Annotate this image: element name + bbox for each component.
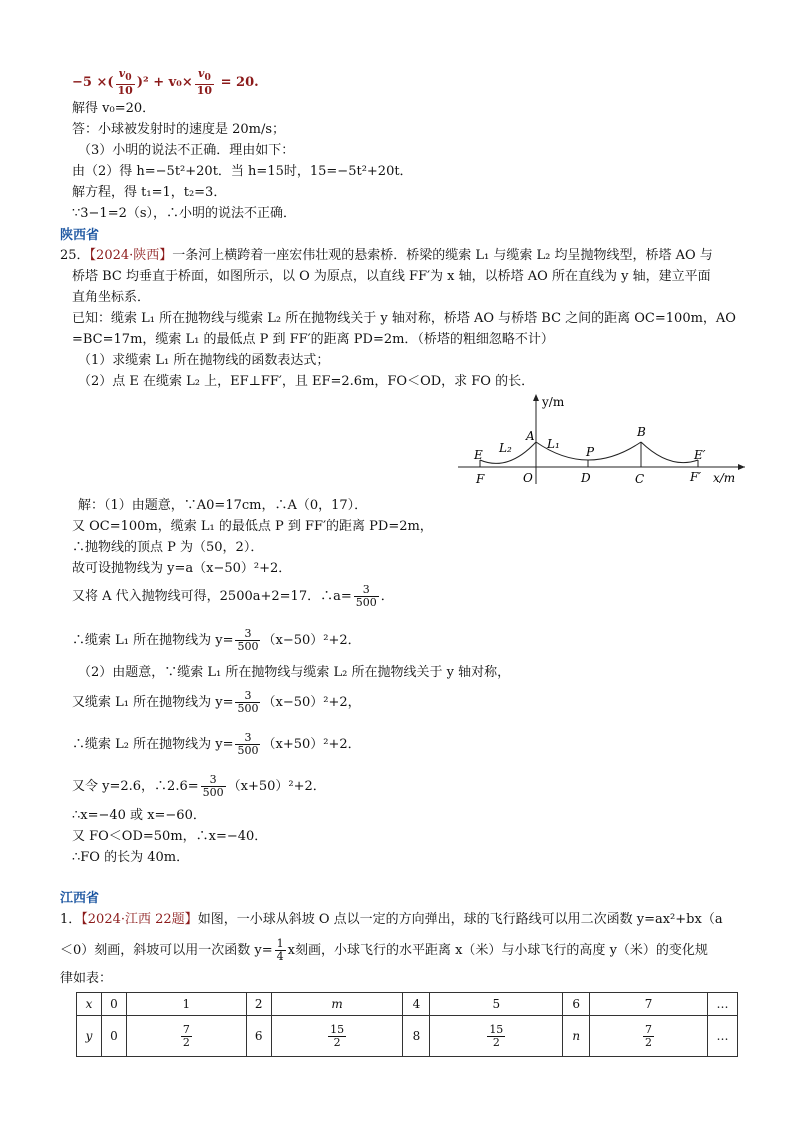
- solution-line: ∴抛物线的顶点 P 为（50，2）．: [72, 540, 264, 555]
- fraction: [487, 1024, 505, 1049]
- point-label-d: D: [581, 471, 591, 485]
- table-cell: [590, 1016, 708, 1057]
- text-line: 直角坐标系．: [72, 290, 151, 305]
- text-line: 桥塔 BC 均垂直于桥面，如图所示，以 O 为原点，以直线 FF′为 x 轴，以桥塔 AO 所在直线为 y 轴，建立平面: [72, 269, 711, 284]
- table-row-x: [77, 993, 738, 1016]
- problem-source-tag: 【2024·江西 22题】: [81, 912, 198, 927]
- equation-prefix: −5 ×(: [72, 75, 114, 91]
- solution-line: ∴FO 的长为 40m．: [72, 850, 190, 865]
- fraction-numerator: $v_0$: [198, 67, 211, 84]
- table-cell: 6: [246, 1016, 271, 1057]
- y-axis-label: y/m: [542, 395, 565, 409]
- table-cell: 7: [590, 993, 708, 1016]
- fraction-denominator: 10: [196, 84, 213, 98]
- fraction-denominator: 2: [645, 1035, 653, 1049]
- problem-text: 一条河上横跨着一座宏伟壮观的悬索桥．桥梁的缆索 L₁ 与缆索 L₂ 均呈抛物线型，桥塔 AO 与: [172, 248, 713, 263]
- text-line: （3）小明的说法不正确．理由如下：: [78, 143, 295, 158]
- problem-text: 如图，一小球从斜坡 O 点以一定的方向弹出，球的飞行路线可以用二次函数 y=ax²+bx（a: [197, 912, 723, 927]
- solution-line: （2）由题意，∵缆索 L₁ 所在抛物线与缆索 L₂ 所在抛物线关于 y 轴对称，: [78, 665, 511, 680]
- fraction: [235, 732, 260, 757]
- fraction-numerator: 15: [489, 1022, 504, 1036]
- fraction: [235, 690, 260, 715]
- fraction: [181, 1024, 192, 1049]
- table-cell: y: [77, 1016, 102, 1057]
- solution-text: （x−50）²+2．: [262, 633, 361, 648]
- point-label-c: C: [635, 472, 645, 486]
- problem-text: x刻画，小球飞行的水平距离 x（米）与小球飞行的高度 y（米）的变化规: [287, 943, 708, 958]
- fraction-numerator: 1: [276, 937, 284, 950]
- solution-line: ∴x=−40 或 x=−60．: [72, 808, 206, 823]
- solution-text: 又令 y=2.6，∴2.6=: [72, 779, 199, 794]
- problem-number: 1．: [60, 912, 82, 927]
- text-line: [60, 938, 708, 963]
- solution-line: [72, 628, 361, 653]
- equation-end: = 20.: [216, 75, 259, 91]
- fraction-denominator: 10: [117, 84, 133, 98]
- table-cell: [430, 1016, 563, 1057]
- problem-statement: [60, 911, 723, 929]
- table-cell: 4: [403, 993, 430, 1016]
- fraction: [275, 938, 286, 963]
- equation-line: [72, 68, 259, 97]
- cable-label-l2: L₂: [499, 441, 512, 455]
- fraction-denominator: 2: [328, 1036, 346, 1049]
- point-label-f: F: [476, 472, 485, 486]
- point-label-a: A: [526, 429, 535, 443]
- fraction-denominator: 500: [237, 702, 259, 715]
- table-cell: [126, 1016, 246, 1057]
- point-label-p: P: [586, 445, 595, 459]
- solution-text: 又将 A 代入抛物线可得，2500a+2=17．∴a=: [72, 589, 352, 604]
- problem-number: 25．: [60, 248, 90, 263]
- fraction-numerator: 3: [244, 627, 252, 640]
- table-cell: …: [707, 993, 737, 1016]
- section-heading: 陕西省: [60, 228, 100, 243]
- x-axis-arrow: [738, 464, 745, 470]
- text-line: 解方程，得 t₁=1，t₂=3．: [72, 185, 227, 200]
- fraction-denominator: 2: [182, 1035, 190, 1049]
- question-2: （2）点 E 在缆索 L₂ 上，EF⊥FF′，且 EF=2.6m，FO＜OD，求 FO 的长．: [78, 374, 535, 389]
- solution-text: ∴缆索 L₁ 所在抛物线为 y=: [72, 633, 234, 648]
- solution-line: 解：（1）由题意，∵A0=17cm，∴A（0，17）．: [78, 498, 368, 513]
- fraction-numerator: $v_0$: [118, 67, 132, 84]
- equation-middle: )² + v₀×: [136, 75, 193, 91]
- fraction-numerator: 3: [209, 773, 217, 786]
- fraction: [235, 628, 260, 653]
- table-cell: n: [563, 1016, 590, 1057]
- solution-line: [72, 584, 394, 609]
- fraction-denominator: 4: [276, 950, 284, 963]
- fraction-numerator: 3: [362, 583, 370, 596]
- solution-line: 又 FO＜OD=50m，∴x=−40．: [72, 829, 268, 844]
- fraction-denominator: 500: [237, 744, 259, 757]
- fraction: [201, 774, 226, 799]
- table-cell: 2: [246, 993, 271, 1016]
- problem-source-tag: 【2024·陕西】: [89, 248, 173, 263]
- fraction: [643, 1024, 654, 1049]
- fraction-numerator: 3: [244, 689, 252, 702]
- table-row-y: [77, 1016, 738, 1057]
- fraction: [354, 584, 379, 609]
- question-1: （1）求缆索 L₁ 所在抛物线的函数表达式；: [78, 353, 330, 368]
- solution-line: [72, 690, 361, 715]
- bridge-diagram: [450, 390, 750, 490]
- point-label-e: E: [474, 448, 483, 462]
- solution-text: 又缆索 L₁ 所在抛物线为 y=: [72, 695, 234, 710]
- solution-line: 又 OC=100m，缆索 L₁ 的最低点 P 到 FF′的距离 PD=2m，: [72, 519, 433, 534]
- solution-text: ∴缆索 L₂ 所在抛物线为 y=: [72, 737, 234, 752]
- solution-text: （x−50）²+2，: [262, 695, 361, 710]
- fraction-numerator: 15: [330, 1022, 345, 1036]
- fraction-denominator: 500: [237, 640, 259, 653]
- point-label-f-prime: F′: [690, 470, 702, 484]
- text-line: 已知：缆索 L₁ 所在抛物线与缆索 L₂ 所在抛物线关于 y 轴对称，桥塔 AO 与桥塔 BC 之间的距离 OC=100m，AO: [72, 311, 736, 326]
- x-axis-label: x/m: [713, 471, 736, 485]
- table-cell: m: [271, 993, 403, 1016]
- table-cell: 5: [430, 993, 563, 1016]
- y-axis-arrow: [533, 394, 539, 401]
- table-cell: …: [707, 1016, 737, 1057]
- text-line: ∵3−1=2（s），∴小明的说法不正确．: [72, 206, 297, 221]
- solution-text: （x+50）²+2．: [262, 737, 361, 752]
- table-cell: x: [77, 993, 102, 1016]
- text-line: 解得 v₀=20．: [72, 101, 156, 116]
- problem-text: ＜0）刻画，斜坡可以用一次函数 y=: [60, 943, 273, 958]
- point-label-e-prime: E′: [694, 448, 706, 462]
- text-line: 答：小球被发射时的速度是 20m/s；: [72, 122, 286, 137]
- problem-statement: [60, 247, 713, 265]
- solution-line: [72, 774, 326, 799]
- point-label-b: B: [637, 425, 646, 439]
- solution-line: [72, 732, 361, 757]
- table-cell: 6: [563, 993, 590, 1016]
- solution-text: （x+50）²+2．: [227, 779, 326, 794]
- section-heading: 江西省: [60, 891, 100, 906]
- point-label-o: O: [523, 471, 533, 485]
- fraction-numerator: 3: [244, 731, 252, 744]
- fraction-denominator: 2: [487, 1036, 505, 1049]
- cable-label-l1: L₁: [547, 437, 560, 451]
- fraction-denominator: 500: [202, 786, 224, 799]
- table-cell: [271, 1016, 403, 1057]
- table-cell: 8: [403, 1016, 430, 1057]
- cable-right: [641, 442, 698, 463]
- table-cell: 0: [101, 993, 126, 1016]
- fraction: [328, 1024, 346, 1049]
- value-table: [76, 992, 738, 1057]
- fraction-numerator: 7: [182, 1022, 190, 1036]
- fraction: [116, 68, 135, 97]
- table-cell: 0: [101, 1016, 126, 1057]
- solution-text: ．: [380, 589, 394, 604]
- text-line: =BC=17m，缆索 L₁ 的最低点 P 到 FF′的距离 PD=2m．（桥塔的粗细忽略不计）: [72, 332, 554, 347]
- fraction: [195, 68, 214, 97]
- fraction-denominator: 500: [355, 596, 377, 609]
- text-line: 律如表：: [60, 971, 113, 986]
- table-cell: 1: [126, 993, 246, 1016]
- solution-line: 故可设抛物线为 y=a（x−50）²+2．: [72, 561, 292, 576]
- fraction-numerator: 7: [645, 1022, 653, 1036]
- text-line: 由（2）得 h=−5t²+20t．当 h=15时，15=−5t²+20t．: [72, 164, 413, 179]
